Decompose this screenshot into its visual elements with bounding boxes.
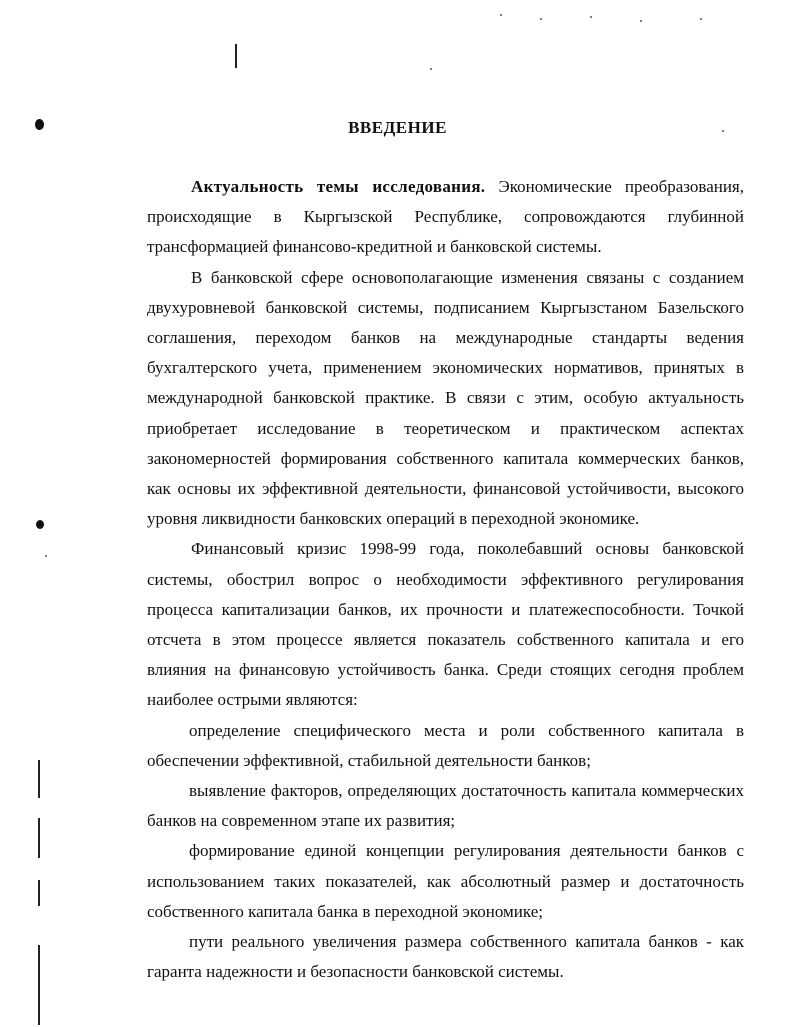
scan-speck xyxy=(500,14,502,16)
paragraph-lead: Актуальность темы исследования. xyxy=(191,177,486,196)
document-body xyxy=(147,172,744,987)
paragraph: Финансовый кризис 1998-99 года, поколебавший основы банковской системы, обострил вопрос о необходимости эффективного регулирования процесса капитализации банков, их прочности и платежеспособности. Точкой отсчета в этом процессе является показатель собственного капитала и его влияния на финансовую устойчивость банка. Среди стоящих сегодня проблем наиболее острыми являются: xyxy=(147,539,744,710)
scan-speck xyxy=(430,68,432,70)
scan-edge-line-4 xyxy=(38,945,40,1025)
scan-speck xyxy=(640,20,642,22)
scan-edge-line-1 xyxy=(38,760,40,798)
paragraph: В банковской сфере основополагающие изменения связаны с созданием двухуровневой банковской системы, подписанием Кыргызстаном Базельского соглашения, переходом банков на международные стандарты ведения бухгалтерского учета, применением экономических нормативов, принятых в международной банковской практике. В связи с этим, особую актуальность приобретает исследование в теоретическом и практическом аспектах закономерностей формирования собственного капитала коммерческих банков, как основы их эффективной деятельности, финансовой устойчивости, высокого уровня ликвидности банковских операций в переходной экономике. xyxy=(147,267,744,529)
page-title: ВВЕДЕНИЕ xyxy=(348,118,447,137)
scan-speck xyxy=(45,555,47,557)
list-item: выявление факторов, определяющих достаточность капитала коммерческих банков на современном этапе их развития; xyxy=(147,781,744,831)
paragraph-text: Экономические преобразования, происходящие в Кыргызской Республике, сопровождаются глубинной трансформацией финансово-кредитной и банковской системы. xyxy=(147,177,744,257)
scan-mark-top xyxy=(235,44,237,68)
paragraph xyxy=(147,172,744,263)
scan-speck xyxy=(590,16,592,18)
scan-edge-line-2 xyxy=(38,818,40,858)
scan-speck xyxy=(540,18,542,20)
list-item: формирование единой концепции регулирования деятельности банков с использованием таких показателей, как абсолютный размер и достаточность собственного капитала банка в переходной экономике; xyxy=(147,841,744,921)
list-item: определение специфического места и роли собственного капитала в обеспечении эффективной, стабильной деятельности банков; xyxy=(147,720,744,770)
scan-speck xyxy=(700,18,702,20)
scan-edge-line-3 xyxy=(38,880,40,906)
scan-dot-hole-2 xyxy=(36,520,44,529)
list-item: пути реального увеличения размера собственного капитала банков - как гаранта надежности и безопасности банковской системы. xyxy=(147,932,744,982)
